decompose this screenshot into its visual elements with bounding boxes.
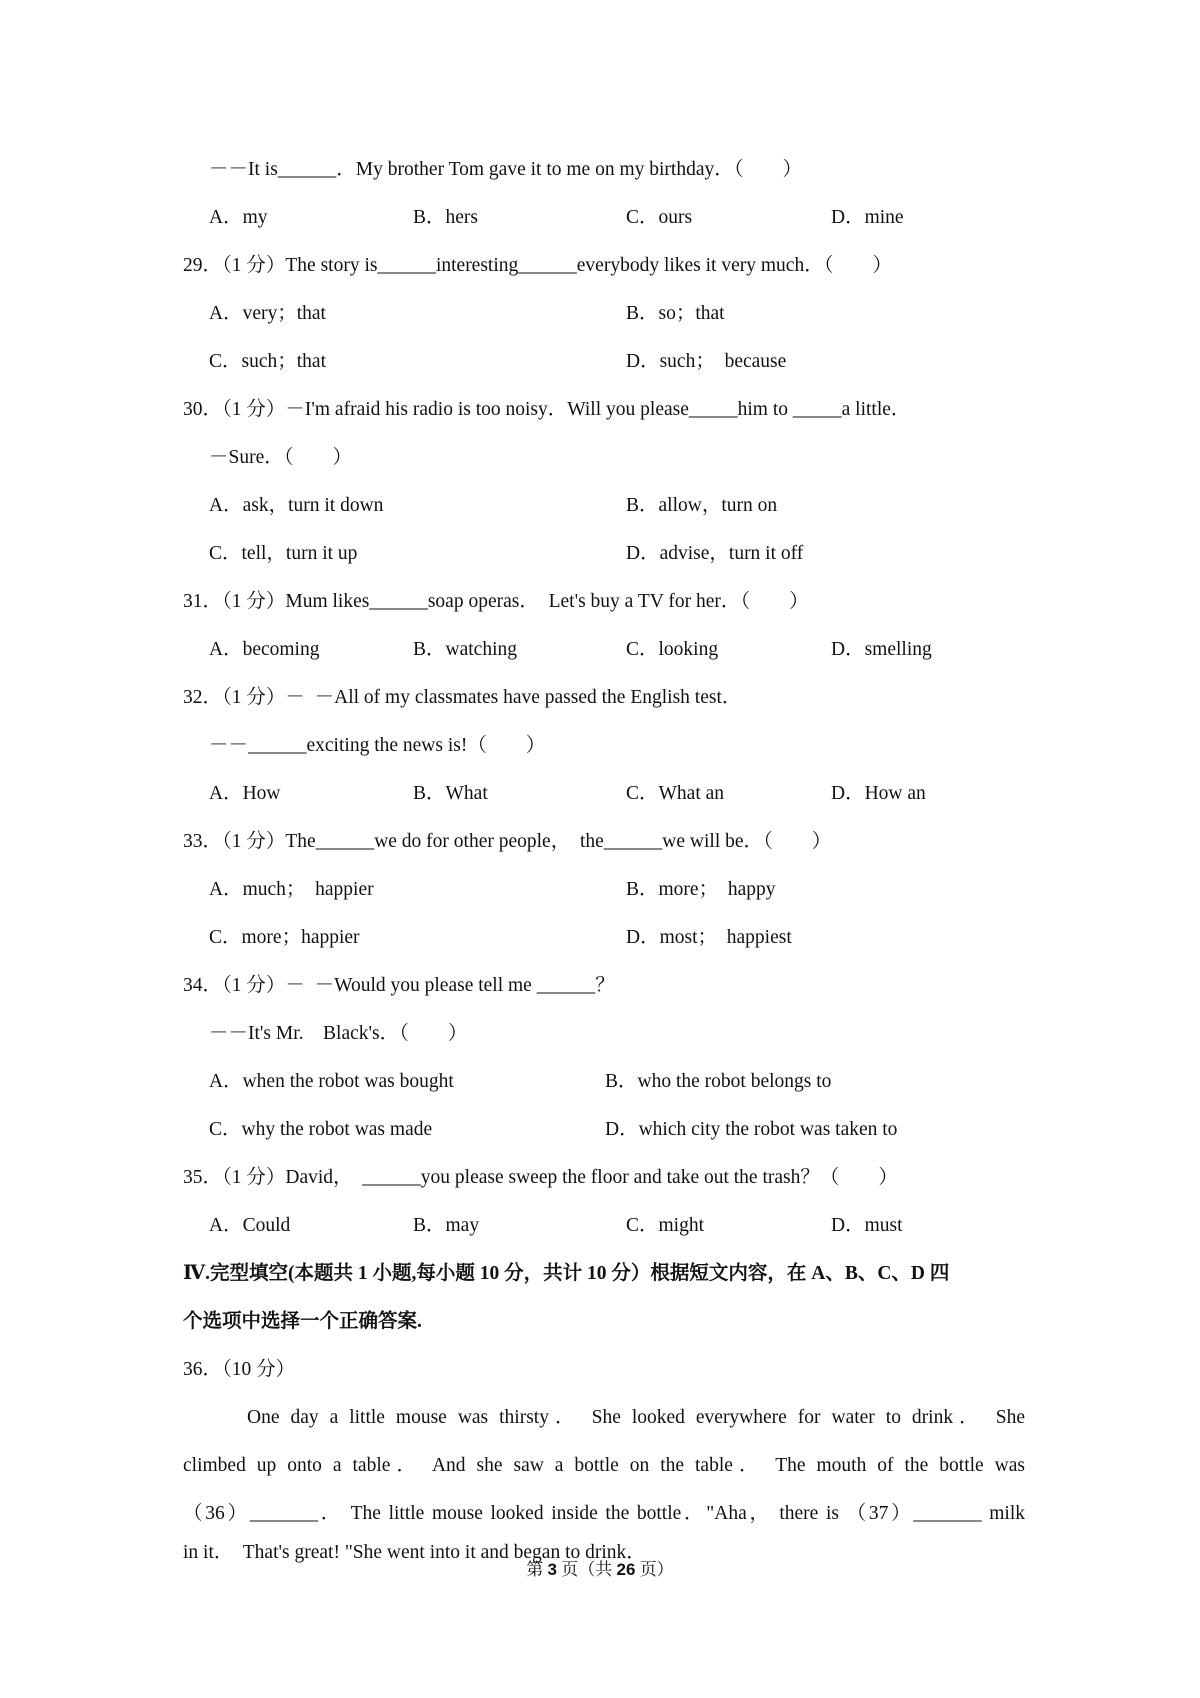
question-30-stem: 30．（1 分）－I'm afraid his radio is too noisy．Will you please_____him to _____a little． xyxy=(183,399,911,420)
question-33-stem: 33．（1 分）The______we do for other people， the______we will be．（ ） xyxy=(183,831,832,852)
option-a: A．How xyxy=(209,783,281,804)
option-b: B．hers xyxy=(413,207,478,228)
option-d: D．advise，turn it off xyxy=(626,543,804,564)
option-b: B．more； happy xyxy=(626,879,776,900)
option-a: A．my xyxy=(209,207,268,228)
question-35-options xyxy=(183,1202,1025,1250)
passage-line: One day a little mouse was thirsty． She looked everywhere for water to drink． She xyxy=(247,1407,1025,1428)
option-c: C．such；that xyxy=(209,351,326,372)
option-a: A．becoming xyxy=(209,639,320,660)
passage-line: climbed up onto a table． And she saw a bottle on the table． The mouth of the bottle was xyxy=(183,1455,1025,1476)
option-a: A．much； happier xyxy=(209,879,374,900)
question-36-stem: 36．（10 分） xyxy=(183,1359,296,1380)
page-total: 26 xyxy=(616,1560,636,1579)
option-d: D．must xyxy=(831,1215,903,1236)
footer-prefix: 第 xyxy=(526,1560,548,1579)
option-c: C．looking xyxy=(626,639,719,660)
passage-line: in it． That's great! "She went into it and began to drink． xyxy=(183,1542,646,1563)
question-34-stem: 34．（1 分）－ －Would you please tell me ______？ xyxy=(183,975,615,996)
option-c: C．more；happier xyxy=(209,927,360,948)
option-d: D．such； because xyxy=(626,351,787,372)
question-33-options-row2 xyxy=(183,914,1025,962)
footer-mid: 页（共 xyxy=(557,1560,617,1579)
option-c: C．What an xyxy=(626,783,725,804)
option-d: D．How an xyxy=(831,783,926,804)
option-b: B．allow，turn on xyxy=(626,495,778,516)
option-c: C．ours xyxy=(626,207,693,228)
option-d: D．mine xyxy=(831,207,904,228)
question-29-options-row1 xyxy=(183,290,1025,338)
option-a: A．when the robot was bought xyxy=(209,1071,454,1092)
option-a: A．ask，turn it down xyxy=(209,495,384,516)
option-d: D．smelling xyxy=(831,639,932,660)
question-32-options xyxy=(183,770,1025,818)
question-31-options xyxy=(183,626,1025,674)
question-32-stem-line2: －－______exciting the news is!（ ） xyxy=(209,735,546,756)
option-b: B．watching xyxy=(413,639,517,660)
option-c: C．tell，turn it up xyxy=(209,543,358,564)
question-34-stem-line2: －－It's Mr. Black's．（ ） xyxy=(209,1023,468,1044)
option-b: B．may xyxy=(413,1215,480,1236)
question-28-stem: －－It is______．My brother Tom gave it to me on my birthday．（ ） xyxy=(209,159,802,180)
question-29-stem: 29．（1 分）The story is______interesting______everybody likes it very much．（ ） xyxy=(183,255,892,276)
option-c: C．might xyxy=(626,1215,705,1236)
option-b: B．What xyxy=(413,783,488,804)
passage-line: （36）_______． The little mouse looked inside the bottle．"Aha， there is （37）_______ milk xyxy=(183,1503,1025,1524)
question-30-stem-line2: －Sure．（ ） xyxy=(209,447,352,468)
option-b: B．so；that xyxy=(626,303,725,324)
option-b: B．who the robot belongs to xyxy=(605,1071,832,1092)
question-32-stem: 32．（1 分）－ －All of my classmates have passed the English test． xyxy=(183,687,742,708)
question-35-stem: 35．（1 分）David， ______you please sweep the floor and take out the trash？（ ） xyxy=(183,1167,898,1188)
question-33-options-row1 xyxy=(183,866,1025,914)
page-footer xyxy=(0,1556,1200,1584)
question-34-options-row1 xyxy=(183,1058,1025,1106)
question-31-stem: 31．（1 分）Mum likes______soap operas． Let's buy a TV for her．（ ） xyxy=(183,591,809,612)
question-30-options-row1 xyxy=(183,482,1025,530)
question-30-options-row2 xyxy=(183,530,1025,578)
footer-suffix: 页） xyxy=(635,1560,674,1579)
option-a: A．Could xyxy=(209,1215,291,1236)
option-a: A．very；that xyxy=(209,303,326,324)
question-28-options xyxy=(183,194,1025,242)
page-number: 3 xyxy=(547,1560,558,1579)
option-d: D．most； happiest xyxy=(626,927,792,948)
question-34-options-row2 xyxy=(183,1106,1025,1154)
section-heading-line2: 个选项中选择一个正确答案. xyxy=(183,1311,422,1332)
section-heading: Ⅳ.完型填空(本题共 1 小题,每小题 10 分，共计 10 分）根据短文内容，在 A、B、C、D 四 xyxy=(183,1263,950,1284)
option-c: C．why the robot was made xyxy=(209,1119,433,1140)
question-29-options-row2 xyxy=(183,338,1025,386)
option-d: D．which city the robot was taken to xyxy=(605,1119,898,1140)
